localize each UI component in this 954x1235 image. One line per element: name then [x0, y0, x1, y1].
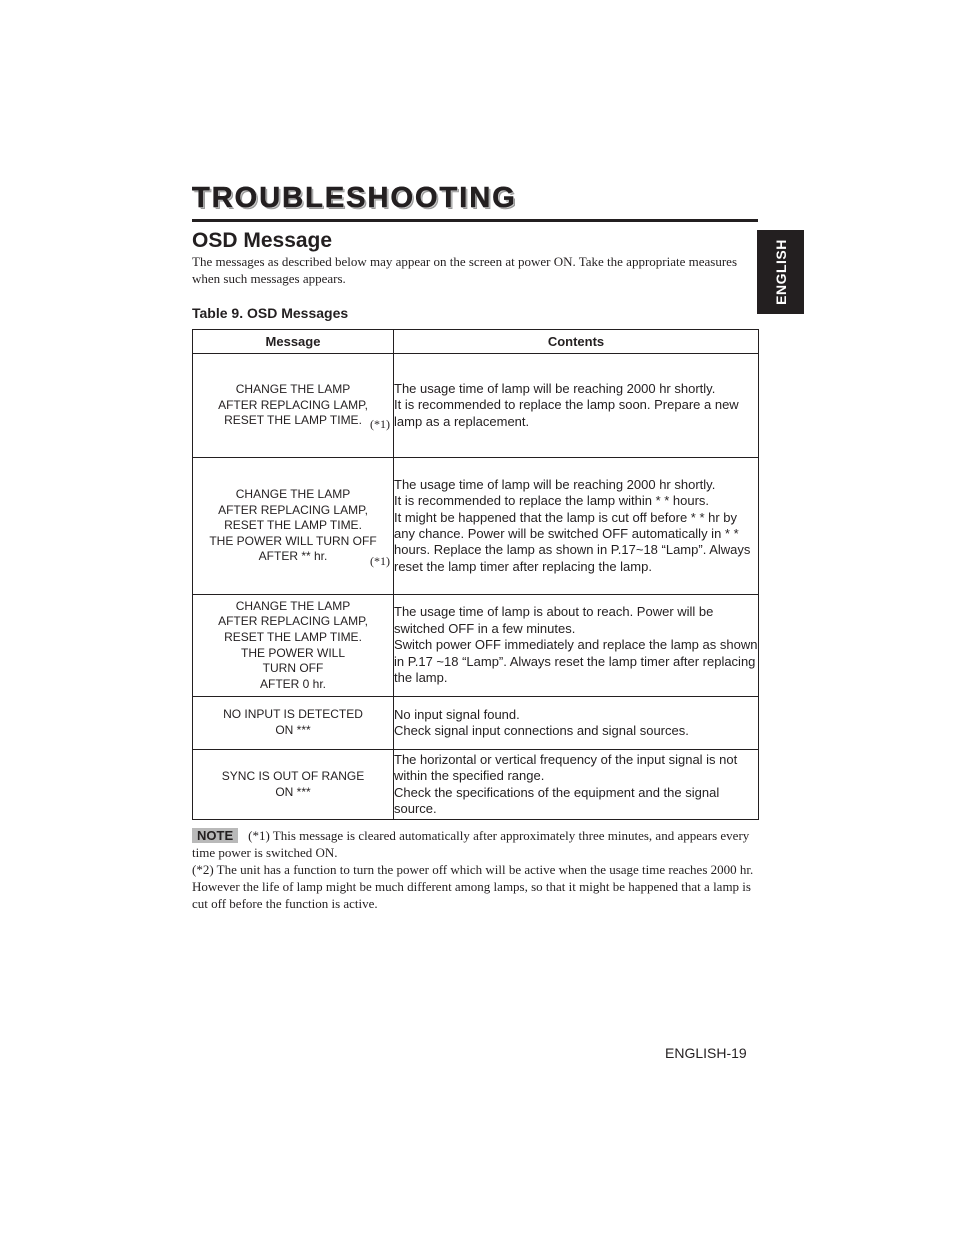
column-header-message: Message: [193, 330, 394, 354]
table-row: [193, 595, 759, 697]
message-line: AFTER REPLACING LAMP,: [218, 614, 368, 629]
contents-line: It might be happened that the lamp is cut off before * * hr by any chance. Power will be switched OFF automatically in * * hours. Replace the lamp as shown in P.17~18 “Lamp”. Always reset the lamp timer after replacing the lamp.: [394, 509, 751, 574]
message-cell: [193, 750, 394, 820]
page-number: ENGLISH-19: [665, 1045, 747, 1061]
message-line: AFTER REPLACING LAMP,: [218, 502, 368, 517]
message-line: CHANGE THE LAMP: [235, 487, 351, 502]
message-line: ON ***: [275, 723, 311, 737]
message-cell: [193, 595, 394, 697]
table-caption: Table 9. OSD Messages: [192, 305, 349, 321]
message-line: THE POWER WILL TURN OFF: [209, 533, 377, 548]
contents-cell: [394, 458, 759, 595]
message-line: AFTER ** hr.: [258, 549, 328, 564]
language-tab: [757, 230, 804, 314]
message-cell: [193, 697, 394, 750]
message-cell: [193, 354, 394, 458]
message-cell: [193, 458, 394, 595]
contents-line: The horizontal or vertical frequency of the input signal is not within the specified range.: [394, 751, 738, 784]
note-1-text: (*1) This message is cleared automatically after approximately three minutes, and appears every time power is switched ON.: [192, 828, 750, 860]
contents-cell: [394, 697, 759, 750]
intro-paragraph: The messages as described below may appear on the screen at power ON. Take the appropriate measures when such messages appears.: [192, 254, 737, 286]
table-row: [193, 697, 759, 750]
message-line: RESET THE LAMP TIME.: [224, 413, 362, 428]
contents-line: Check signal input connections and signal sources.: [394, 723, 689, 738]
table-row: [193, 354, 759, 458]
contents-cell: [394, 595, 759, 697]
contents-line: It is recommended to replace the lamp within * * hours.: [394, 493, 710, 509]
contents-cell: [394, 750, 759, 820]
page-title: TROUBLESHOOTING: [192, 182, 517, 214]
message-line: SYNC IS OUT OF RANGE: [221, 768, 365, 783]
footnote-reference: (*1): [370, 417, 390, 431]
message-line: RESET THE LAMP TIME.: [224, 518, 362, 533]
message-line: TURN OFF: [262, 661, 324, 676]
contents-line: The usage time of lamp is about to reach. Power will be switched OFF in a few minutes.: [394, 604, 714, 636]
message-line: ON ***: [275, 784, 311, 799]
message-line: AFTER REPLACING LAMP,: [218, 397, 368, 412]
table-row: [193, 458, 759, 595]
message-line: CHANGE THE LAMP: [235, 598, 351, 613]
section-heading: OSD Message: [192, 229, 333, 252]
contents-line: The usage time of lamp will be reaching 2000 hr shortly.: [394, 476, 716, 492]
message-line: NO INPUT IS DETECTED: [223, 707, 363, 722]
note-2: (*2) The unit has a function to turn the power off which will be active when the usage time reaches 2000 hr. However the life of lamp might be much different among lamps, so that it might be happened that a lamp is cut off before the function is active.: [192, 862, 754, 911]
title-rule: [192, 219, 758, 222]
note-block: [192, 827, 758, 912]
column-header-contents: Contents: [394, 330, 759, 354]
contents-line: Check the specifications of the equipment and the signal source.: [394, 784, 720, 816]
contents-line: It is recommended to replace the lamp soon. Prepare a new lamp as a replacement.: [394, 397, 739, 429]
table-row: [193, 750, 759, 820]
contents-cell: [394, 354, 759, 458]
note-1: [192, 827, 758, 861]
language-tab-label: ENGLISH: [772, 239, 789, 305]
contents-line: Switch power OFF immediately and replace the lamp as shown in P.17 ~18 “Lamp”. Always reset the lamp timer after replacing the lamp.: [394, 637, 758, 686]
contents-line: No input signal found.: [394, 706, 520, 722]
osd-messages-table: [192, 329, 759, 820]
contents-line: The usage time of lamp will be reaching 2000 hr shortly.: [394, 380, 716, 396]
message-line: THE POWER WILL: [240, 645, 345, 660]
footnote-reference: (*1): [370, 554, 390, 568]
message-line: CHANGE THE LAMP: [235, 382, 351, 397]
message-line: RESET THE LAMP TIME.: [224, 629, 362, 644]
note-badge: NOTE: [192, 828, 238, 843]
table-header-row: [193, 330, 759, 354]
message-line: AFTER 0 hr.: [259, 676, 327, 691]
